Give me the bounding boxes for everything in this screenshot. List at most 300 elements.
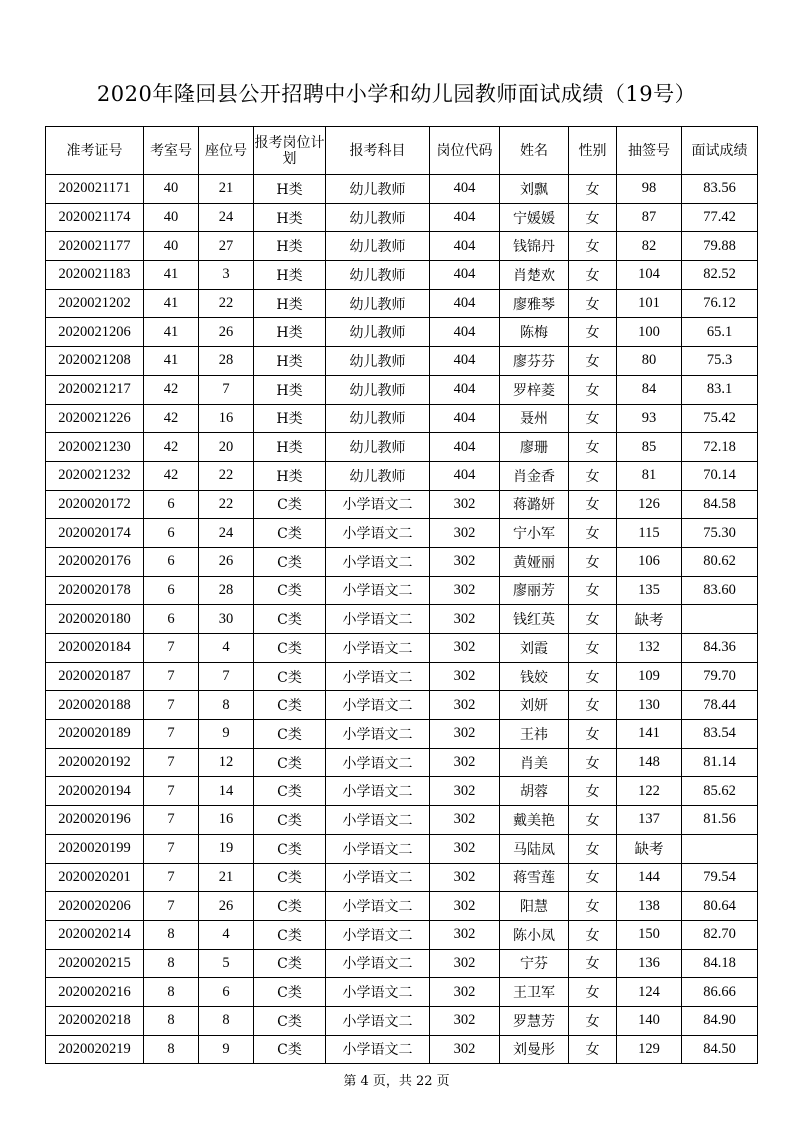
cell-name: 钱锦丹 <box>500 232 569 261</box>
table-row <box>46 691 758 720</box>
table-row <box>46 1006 758 1035</box>
cell-post-code: 404 <box>430 203 500 232</box>
cell-room: 6 <box>144 519 199 548</box>
cell-exam-id: 2020020218 <box>46 1006 144 1035</box>
cell-draw-number: 109 <box>617 662 682 691</box>
cell-plan: C类 <box>254 490 326 519</box>
cell-draw-number: 150 <box>617 920 682 949</box>
cell-plan: C类 <box>254 662 326 691</box>
cell-room: 8 <box>144 978 199 1007</box>
cell-name: 宁芬 <box>500 949 569 978</box>
cell-subject: 小学语文二 <box>326 490 430 519</box>
cell-draw-number: 93 <box>617 404 682 433</box>
cell-name: 马陆凤 <box>500 834 569 863</box>
cell-gender: 女 <box>569 347 617 376</box>
table-row <box>46 547 758 576</box>
cell-name: 廖雅琴 <box>500 289 569 318</box>
cell-name: 蒋潞妍 <box>500 490 569 519</box>
cell-seat: 4 <box>199 634 254 663</box>
cell-draw-number: 140 <box>617 1006 682 1035</box>
cell-score: 81.14 <box>682 748 758 777</box>
cell-score: 83.54 <box>682 720 758 749</box>
cell-gender: 女 <box>569 605 617 634</box>
cell-name: 陈小凤 <box>500 920 569 949</box>
cell-exam-id: 2020020188 <box>46 691 144 720</box>
cell-plan: H类 <box>254 375 326 404</box>
cell-room: 42 <box>144 461 199 490</box>
cell-room: 7 <box>144 720 199 749</box>
cell-room: 42 <box>144 375 199 404</box>
cell-score: 76.12 <box>682 289 758 318</box>
cell-subject: 小学语文二 <box>326 576 430 605</box>
cell-gender: 女 <box>569 892 617 921</box>
table-row <box>46 834 758 863</box>
table-row <box>46 777 758 806</box>
cell-gender: 女 <box>569 978 617 1007</box>
cell-name: 王卫军 <box>500 978 569 1007</box>
cell-subject: 小学语文二 <box>326 978 430 1007</box>
cell-room: 7 <box>144 892 199 921</box>
cell-post-code: 302 <box>430 777 500 806</box>
cell-room: 40 <box>144 203 199 232</box>
cell-subject: 小学语文二 <box>326 519 430 548</box>
cell-plan: H类 <box>254 203 326 232</box>
header-post-code: 岗位代码 <box>430 127 500 175</box>
cell-plan: C类 <box>254 547 326 576</box>
cell-exam-id: 2020020187 <box>46 662 144 691</box>
cell-seat: 8 <box>199 691 254 720</box>
cell-room: 7 <box>144 634 199 663</box>
cell-plan: C类 <box>254 1006 326 1035</box>
cell-plan: C类 <box>254 634 326 663</box>
cell-exam-id: 2020020178 <box>46 576 144 605</box>
cell-seat: 14 <box>199 777 254 806</box>
cell-post-code: 302 <box>430 920 500 949</box>
cell-plan: H类 <box>254 232 326 261</box>
table-row <box>46 261 758 290</box>
header-draw-number: 抽签号 <box>617 127 682 175</box>
cell-subject: 小学语文二 <box>326 662 430 691</box>
cell-seat: 22 <box>199 289 254 318</box>
cell-seat: 16 <box>199 806 254 835</box>
cell-score: 82.70 <box>682 920 758 949</box>
cell-exam-id: 2020020199 <box>46 834 144 863</box>
cell-subject: 小学语文二 <box>326 1035 430 1064</box>
cell-seat: 9 <box>199 720 254 749</box>
cell-plan: C类 <box>254 920 326 949</box>
cell-post-code: 302 <box>430 576 500 605</box>
cell-subject: 小学语文二 <box>326 777 430 806</box>
cell-draw-number: 144 <box>617 863 682 892</box>
cell-post-code: 302 <box>430 547 500 576</box>
cell-score: 78.44 <box>682 691 758 720</box>
table-row <box>46 1035 758 1064</box>
cell-name: 刘霞 <box>500 634 569 663</box>
cell-seat: 28 <box>199 576 254 605</box>
cell-draw-number: 141 <box>617 720 682 749</box>
cell-plan: H类 <box>254 261 326 290</box>
cell-gender: 女 <box>569 203 617 232</box>
cell-name: 钱红英 <box>500 605 569 634</box>
table-row <box>46 433 758 462</box>
cell-draw-number: 80 <box>617 347 682 376</box>
cell-post-code: 404 <box>430 375 500 404</box>
cell-score: 84.50 <box>682 1035 758 1064</box>
cell-room: 6 <box>144 547 199 576</box>
cell-plan: C类 <box>254 949 326 978</box>
table-row <box>46 461 758 490</box>
cell-score: 70.14 <box>682 461 758 490</box>
cell-draw-number: 132 <box>617 634 682 663</box>
cell-post-code: 302 <box>430 748 500 777</box>
cell-score: 83.56 <box>682 175 758 204</box>
cell-room: 8 <box>144 920 199 949</box>
score-table <box>45 126 758 1064</box>
cell-subject: 小学语文二 <box>326 720 430 749</box>
cell-plan: C类 <box>254 892 326 921</box>
cell-draw-number: 138 <box>617 892 682 921</box>
cell-name: 宁小军 <box>500 519 569 548</box>
cell-score: 75.30 <box>682 519 758 548</box>
cell-subject: 小学语文二 <box>326 1006 430 1035</box>
header-room: 考室号 <box>144 127 199 175</box>
cell-score: 84.90 <box>682 1006 758 1035</box>
table-row <box>46 748 758 777</box>
cell-score: 80.62 <box>682 547 758 576</box>
cell-seat: 24 <box>199 519 254 548</box>
cell-gender: 女 <box>569 433 617 462</box>
table-row <box>46 949 758 978</box>
cell-subject: 小学语文二 <box>326 634 430 663</box>
cell-post-code: 302 <box>430 720 500 749</box>
cell-room: 8 <box>144 949 199 978</box>
cell-draw-number: 缺考 <box>617 605 682 634</box>
cell-draw-number: 98 <box>617 175 682 204</box>
cell-draw-number: 缺考 <box>617 834 682 863</box>
cell-subject: 小学语文二 <box>326 605 430 634</box>
cell-name: 刘曼彤 <box>500 1035 569 1064</box>
cell-name: 宁媛媛 <box>500 203 569 232</box>
cell-score: 75.3 <box>682 347 758 376</box>
cell-draw-number: 148 <box>617 748 682 777</box>
cell-plan: H类 <box>254 318 326 347</box>
cell-seat: 16 <box>199 404 254 433</box>
table-row <box>46 634 758 663</box>
cell-gender: 女 <box>569 834 617 863</box>
cell-subject: 小学语文二 <box>326 806 430 835</box>
page-title: 2020年隆回县公开招聘中小学和幼儿园教师面试成绩（19号） <box>96 82 697 106</box>
cell-subject: 小学语文二 <box>326 834 430 863</box>
cell-exam-id: 2020020192 <box>46 748 144 777</box>
cell-room: 7 <box>144 662 199 691</box>
cell-gender: 女 <box>569 490 617 519</box>
cell-score <box>682 605 758 634</box>
cell-seat: 26 <box>199 318 254 347</box>
header-name: 姓名 <box>500 127 569 175</box>
cell-seat: 30 <box>199 605 254 634</box>
cell-exam-id: 2020021174 <box>46 203 144 232</box>
cell-draw-number: 115 <box>617 519 682 548</box>
cell-post-code: 404 <box>430 433 500 462</box>
cell-room: 6 <box>144 490 199 519</box>
cell-post-code: 302 <box>430 691 500 720</box>
cell-plan: C类 <box>254 834 326 863</box>
cell-plan: H类 <box>254 289 326 318</box>
cell-draw-number: 122 <box>617 777 682 806</box>
header-plan: 报考岗位计划 <box>254 127 326 175</box>
cell-exam-id: 2020020214 <box>46 920 144 949</box>
cell-plan: C类 <box>254 519 326 548</box>
cell-plan: C类 <box>254 691 326 720</box>
table-row <box>46 978 758 1007</box>
cell-seat: 6 <box>199 978 254 1007</box>
cell-draw-number: 81 <box>617 461 682 490</box>
cell-score: 84.36 <box>682 634 758 663</box>
cell-gender: 女 <box>569 720 617 749</box>
table-row <box>46 576 758 605</box>
cell-post-code: 302 <box>430 662 500 691</box>
cell-room: 7 <box>144 834 199 863</box>
cell-room: 6 <box>144 605 199 634</box>
cell-room: 40 <box>144 175 199 204</box>
cell-gender: 女 <box>569 547 617 576</box>
cell-seat: 19 <box>199 834 254 863</box>
cell-plan: C类 <box>254 806 326 835</box>
cell-seat: 26 <box>199 892 254 921</box>
cell-score: 81.56 <box>682 806 758 835</box>
table-row <box>46 404 758 433</box>
cell-draw-number: 85 <box>617 433 682 462</box>
cell-post-code: 302 <box>430 1006 500 1035</box>
cell-seat: 27 <box>199 232 254 261</box>
cell-score: 77.42 <box>682 203 758 232</box>
cell-plan: C类 <box>254 777 326 806</box>
cell-plan: H类 <box>254 347 326 376</box>
cell-name: 肖美 <box>500 748 569 777</box>
cell-room: 7 <box>144 748 199 777</box>
cell-gender: 女 <box>569 634 617 663</box>
cell-name: 王祎 <box>500 720 569 749</box>
cell-name: 肖楚欢 <box>500 261 569 290</box>
cell-exam-id: 2020020172 <box>46 490 144 519</box>
table-row <box>46 490 758 519</box>
cell-gender: 女 <box>569 806 617 835</box>
cell-score: 85.62 <box>682 777 758 806</box>
cell-post-code: 302 <box>430 806 500 835</box>
cell-score: 65.1 <box>682 318 758 347</box>
cell-subject: 小学语文二 <box>326 863 430 892</box>
cell-score: 79.88 <box>682 232 758 261</box>
cell-gender: 女 <box>569 863 617 892</box>
cell-draw-number: 135 <box>617 576 682 605</box>
cell-subject: 小学语文二 <box>326 547 430 576</box>
cell-subject: 小学语文二 <box>326 892 430 921</box>
cell-seat: 9 <box>199 1035 254 1064</box>
cell-post-code: 302 <box>430 834 500 863</box>
table-row <box>46 920 758 949</box>
cell-score: 80.64 <box>682 892 758 921</box>
cell-exam-id: 2020020219 <box>46 1035 144 1064</box>
cell-draw-number: 137 <box>617 806 682 835</box>
cell-subject: 小学语文二 <box>326 748 430 777</box>
cell-seat: 22 <box>199 461 254 490</box>
cell-room: 41 <box>144 347 199 376</box>
cell-draw-number: 100 <box>617 318 682 347</box>
cell-exam-id: 2020021206 <box>46 318 144 347</box>
cell-plan: C类 <box>254 1035 326 1064</box>
cell-name: 刘飘 <box>500 175 569 204</box>
cell-seat: 3 <box>199 261 254 290</box>
cell-score: 83.60 <box>682 576 758 605</box>
cell-post-code: 404 <box>430 461 500 490</box>
cell-score: 84.18 <box>682 949 758 978</box>
header-score: 面试成绩 <box>682 127 758 175</box>
cell-exam-id: 2020020215 <box>46 949 144 978</box>
cell-subject: 小学语文二 <box>326 949 430 978</box>
cell-post-code: 302 <box>430 978 500 1007</box>
cell-subject: 幼儿教师 <box>326 433 430 462</box>
cell-name: 聂州 <box>500 404 569 433</box>
cell-room: 42 <box>144 433 199 462</box>
cell-name: 陈梅 <box>500 318 569 347</box>
cell-post-code: 404 <box>430 289 500 318</box>
cell-room: 41 <box>144 318 199 347</box>
cell-seat: 22 <box>199 490 254 519</box>
cell-seat: 26 <box>199 547 254 576</box>
table-row <box>46 662 758 691</box>
header-seat: 座位号 <box>199 127 254 175</box>
table-row <box>46 720 758 749</box>
cell-room: 40 <box>144 232 199 261</box>
table-row <box>46 806 758 835</box>
cell-subject: 幼儿教师 <box>326 232 430 261</box>
cell-score: 79.70 <box>682 662 758 691</box>
cell-draw-number: 82 <box>617 232 682 261</box>
cell-seat: 21 <box>199 863 254 892</box>
cell-subject: 幼儿教师 <box>326 375 430 404</box>
table-row <box>46 318 758 347</box>
cell-room: 6 <box>144 576 199 605</box>
table-row <box>46 175 758 204</box>
cell-exam-id: 2020020184 <box>46 634 144 663</box>
table-body <box>46 175 758 1064</box>
cell-draw-number: 136 <box>617 949 682 978</box>
cell-draw-number: 84 <box>617 375 682 404</box>
table-row <box>46 519 758 548</box>
cell-gender: 女 <box>569 920 617 949</box>
table-row <box>46 289 758 318</box>
cell-score: 75.42 <box>682 404 758 433</box>
cell-score <box>682 834 758 863</box>
cell-score: 79.54 <box>682 863 758 892</box>
cell-room: 8 <box>144 1006 199 1035</box>
cell-name: 廖丽芳 <box>500 576 569 605</box>
cell-seat: 4 <box>199 920 254 949</box>
cell-plan: H类 <box>254 404 326 433</box>
cell-post-code: 404 <box>430 404 500 433</box>
cell-score: 72.18 <box>682 433 758 462</box>
cell-exam-id: 2020021232 <box>46 461 144 490</box>
cell-post-code: 404 <box>430 175 500 204</box>
header-exam-id: 准考证号 <box>46 127 144 175</box>
cell-name: 廖珊 <box>500 433 569 462</box>
cell-exam-id: 2020020201 <box>46 863 144 892</box>
cell-post-code: 302 <box>430 863 500 892</box>
cell-post-code: 302 <box>430 892 500 921</box>
cell-room: 7 <box>144 863 199 892</box>
cell-subject: 小学语文二 <box>326 920 430 949</box>
cell-seat: 7 <box>199 375 254 404</box>
page-footer: 第 4 页，共 22 页 <box>343 1074 450 1089</box>
cell-room: 7 <box>144 806 199 835</box>
cell-exam-id: 2020020196 <box>46 806 144 835</box>
table-row <box>46 232 758 261</box>
cell-draw-number: 106 <box>617 547 682 576</box>
cell-post-code: 302 <box>430 490 500 519</box>
cell-name: 罗梓菱 <box>500 375 569 404</box>
cell-subject: 幼儿教师 <box>326 318 430 347</box>
table-row <box>46 605 758 634</box>
cell-room: 7 <box>144 777 199 806</box>
cell-name: 廖芬芬 <box>500 347 569 376</box>
cell-post-code: 302 <box>430 519 500 548</box>
cell-gender: 女 <box>569 375 617 404</box>
cell-post-code: 302 <box>430 949 500 978</box>
cell-subject: 小学语文二 <box>326 691 430 720</box>
cell-exam-id: 2020020206 <box>46 892 144 921</box>
header-row <box>46 127 758 175</box>
cell-subject: 幼儿教师 <box>326 347 430 376</box>
cell-post-code: 302 <box>430 634 500 663</box>
cell-plan: H类 <box>254 461 326 490</box>
cell-exam-id: 2020021202 <box>46 289 144 318</box>
table-row <box>46 203 758 232</box>
cell-subject: 幼儿教师 <box>326 175 430 204</box>
cell-exam-id: 2020021177 <box>46 232 144 261</box>
cell-draw-number: 101 <box>617 289 682 318</box>
cell-name: 罗慧芳 <box>500 1006 569 1035</box>
cell-name: 肖金香 <box>500 461 569 490</box>
table-row <box>46 347 758 376</box>
cell-score: 84.58 <box>682 490 758 519</box>
cell-draw-number: 124 <box>617 978 682 1007</box>
cell-post-code: 404 <box>430 232 500 261</box>
cell-draw-number: 87 <box>617 203 682 232</box>
cell-seat: 12 <box>199 748 254 777</box>
cell-post-code: 302 <box>430 605 500 634</box>
cell-plan: C类 <box>254 605 326 634</box>
cell-draw-number: 129 <box>617 1035 682 1064</box>
cell-exam-id: 2020020174 <box>46 519 144 548</box>
cell-gender: 女 <box>569 289 617 318</box>
cell-gender: 女 <box>569 949 617 978</box>
cell-score: 82.52 <box>682 261 758 290</box>
cell-gender: 女 <box>569 232 617 261</box>
cell-exam-id: 2020021226 <box>46 404 144 433</box>
cell-seat: 24 <box>199 203 254 232</box>
cell-post-code: 302 <box>430 1035 500 1064</box>
cell-plan: C类 <box>254 720 326 749</box>
cell-plan: H类 <box>254 175 326 204</box>
cell-exam-id: 2020020180 <box>46 605 144 634</box>
cell-gender: 女 <box>569 691 617 720</box>
cell-gender: 女 <box>569 1006 617 1035</box>
table-row <box>46 863 758 892</box>
cell-gender: 女 <box>569 261 617 290</box>
cell-subject: 幼儿教师 <box>326 203 430 232</box>
cell-name: 戴美艳 <box>500 806 569 835</box>
cell-subject: 幼儿教师 <box>326 289 430 318</box>
